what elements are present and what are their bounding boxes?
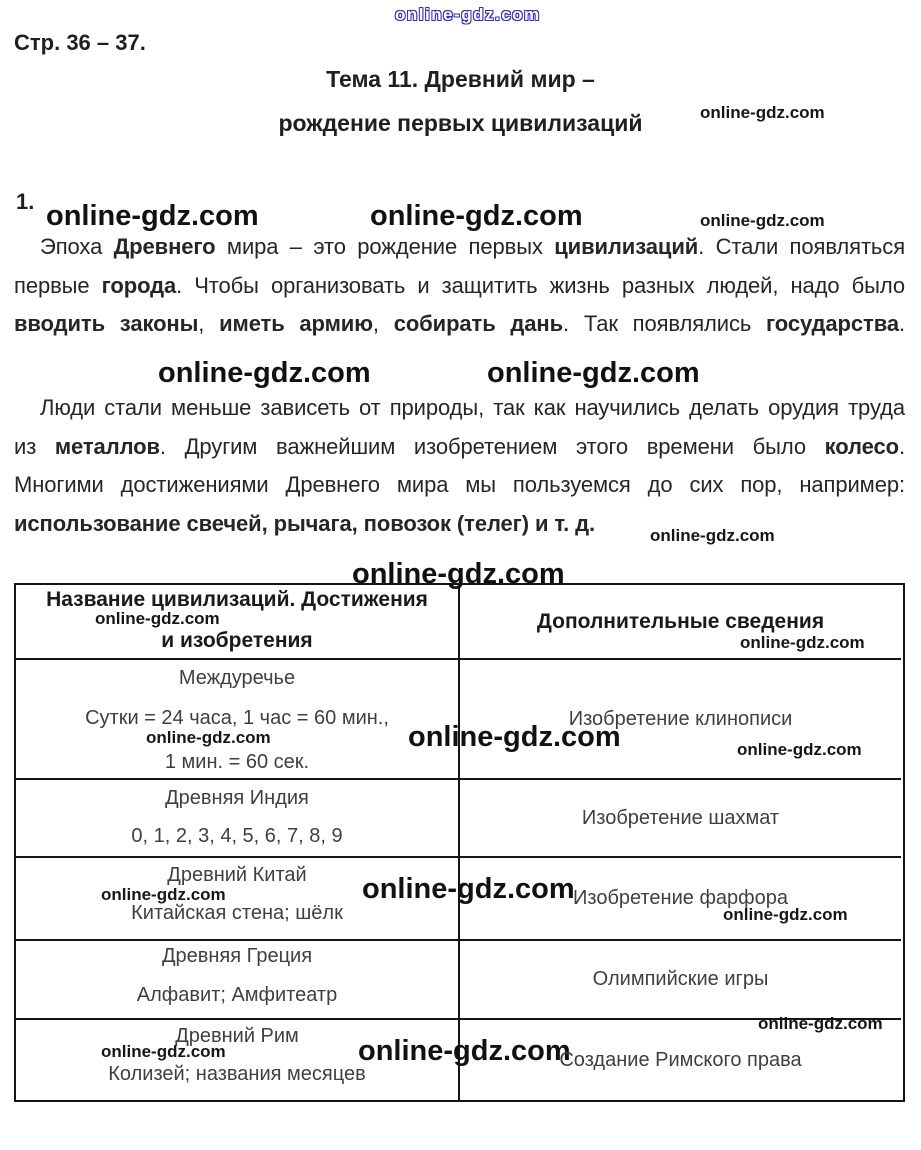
table-header-col1-line1: Название цивилизаций. Достижения [46, 588, 428, 611]
paragraph-line: Эпоха Древнего мира – это рождение первых цивилизаций. Стали появляться [40, 234, 905, 259]
civilization-name: Междуречье [178, 667, 296, 689]
watermark-para2-2: online-gdz.com [487, 357, 700, 389]
table-cell-civilization-china [16, 858, 460, 941]
watermark-row5-left: online-gdz.com [101, 1042, 226, 1061]
paragraph-1 [14, 228, 905, 344]
table-cell-civilization-rome [16, 1020, 460, 1100]
paragraph-line: использование свечей, рычага, повозок (телег) и т. д. [14, 510, 596, 536]
table-cell-info-china [460, 858, 901, 941]
watermark-row4-right: online-gdz.com [758, 1014, 883, 1033]
watermark-row3-left: online-gdz.com [101, 885, 226, 904]
page-reference: Стр. 36 – 37. [14, 30, 146, 55]
table-header-col2: Дополнительные сведения [460, 585, 901, 660]
paragraph-line: вводить законы, иметь армию, собирать дань. Так появлялись государства. [14, 311, 905, 336]
civilization-name: Древняя Греция [161, 945, 313, 967]
watermark-title-right: online-gdz.com [700, 103, 825, 122]
watermark-row5-big: online-gdz.com [358, 1035, 571, 1067]
watermark-row1-big: online-gdz.com [408, 721, 621, 753]
watermark-above-table: online-gdz.com [352, 558, 565, 590]
table-cell-civilization-mesopotamia [16, 660, 460, 780]
watermark-top-blue: online-gdz.com [395, 5, 541, 24]
paragraph-2 [14, 389, 905, 543]
watermark-header-left: online-gdz.com [95, 609, 220, 628]
table-cell-civilization-greece [16, 941, 460, 1020]
watermark-exline-1: online-gdz.com [46, 200, 259, 232]
exercise-number: 1. [16, 189, 35, 214]
info-text: Изобретение шахмат [581, 806, 780, 829]
table-cell-civilization-india [16, 780, 460, 858]
watermark-row1-right: online-gdz.com [737, 740, 862, 759]
watermark-row1-left: online-gdz.com [146, 728, 271, 747]
watermark-para2-1: online-gdz.com [158, 357, 371, 389]
table-cell-info-rome [460, 1020, 901, 1100]
topic-title-line2: рождение первых цивилизаций [278, 110, 643, 136]
watermark-header-right: online-gdz.com [740, 633, 865, 652]
civilization-name: Древний Китай [167, 864, 307, 886]
table-header-col1-line2: и изобретения [161, 629, 313, 652]
info-text: Создание Римского права [559, 1048, 802, 1071]
topic-title-line1: Тема 11. Древний мир – [326, 66, 595, 92]
civilizations-table [14, 583, 905, 1102]
civilization-name: Древняя Индия [165, 787, 309, 809]
paragraph-line: из металлов. Другим важнейшим изобретением этого времени было колесо. [14, 433, 905, 459]
civilization-detail: Китайская стена; шёлк [131, 902, 343, 924]
table-header-col1 [16, 585, 460, 660]
civilization-detail: Сутки = 24 часа, 1 час = 60 мин., [85, 707, 389, 729]
civilization-detail: 1 мин. = 60 сек. [164, 751, 310, 773]
info-text: Изобретение фарфора [573, 887, 788, 909]
table-cell-info-india [460, 780, 901, 858]
table-cell-info-greece [460, 941, 901, 1020]
table-cell-info-mesopotamia [460, 660, 901, 780]
watermark-row3-right: online-gdz.com [723, 905, 848, 924]
paragraph-line: Многими достижениями Древнего мира мы пользуемся до сих пор, например: [14, 472, 905, 497]
info-text: Изобретение клинописи [568, 707, 793, 730]
civilization-name: Древний Рим [175, 1025, 299, 1047]
info-text: Олимпийские игры [592, 968, 769, 990]
civilization-detail: Алфавит; Амфитеатр [136, 984, 338, 1006]
watermark-exline-2: online-gdz.com [370, 200, 583, 232]
watermark-exline-3: online-gdz.com [700, 211, 825, 230]
paragraph-line: Люди стали меньше зависеть от природы, так как научились делать орудия труда [40, 395, 905, 420]
watermark-after-para2: online-gdz.com [650, 526, 775, 545]
watermark-row3-big: online-gdz.com [362, 873, 575, 905]
civilization-detail: Колизей; названия месяцев [108, 1063, 366, 1085]
paragraph-line: первые города. Чтобы организовать и защитить жизнь разных людей, надо было [14, 272, 905, 298]
civilization-detail: 0, 1, 2, 3, 4, 5, 6, 7, 8, 9 [131, 825, 343, 847]
